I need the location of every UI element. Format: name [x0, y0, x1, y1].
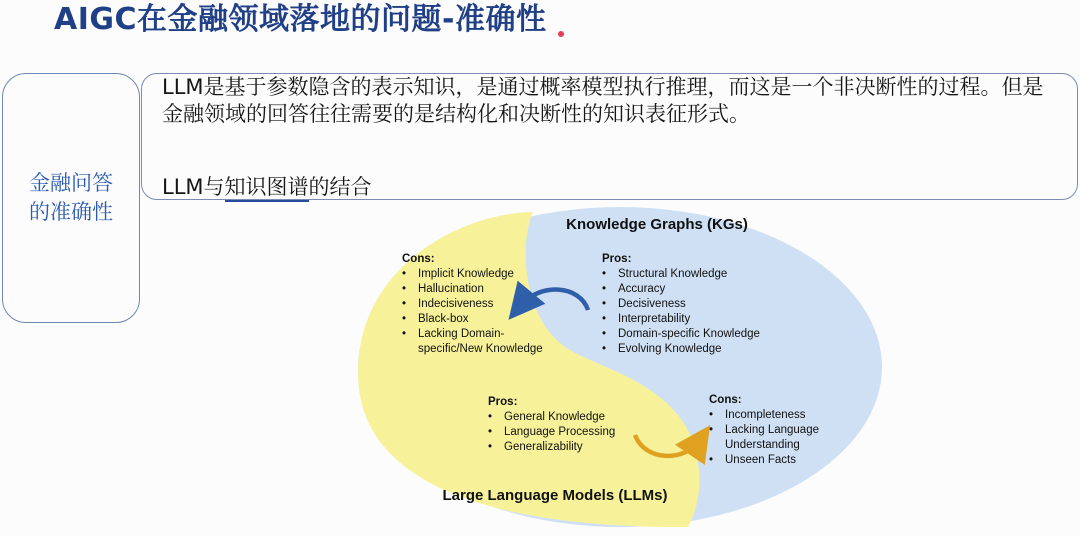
- bullet: •: [602, 298, 607, 310]
- underlined-term: 知识图谱: [225, 175, 309, 202]
- llm-title: Large Language Models (LLMs): [442, 487, 668, 504]
- list-item: General Knowledge: [504, 411, 606, 423]
- kg-title: Knowledge Graphs (KGs): [566, 216, 748, 233]
- content-paragraph: LLM是基于参数隐含的表示知识，是通过概率模型执行推理，而这是一个非决断性的过程。但是金融领域的回答往往需要的是结构化和决断性的知识表征形式。: [162, 75, 1044, 126]
- list-item: Accuracy: [618, 283, 666, 295]
- bullet: •: [488, 411, 493, 423]
- bullet: •: [402, 313, 407, 325]
- list-item: Generalizability: [504, 441, 583, 453]
- llm-cons-heading: Cons:: [402, 253, 435, 265]
- bullet: •: [602, 328, 607, 340]
- bullet: •: [488, 441, 493, 453]
- bullet: •: [402, 268, 407, 280]
- list-item: Incompleteness: [725, 409, 806, 421]
- bullet: •: [602, 343, 607, 355]
- bullet: •: [602, 268, 607, 280]
- list-item: Unseen Facts: [725, 454, 796, 466]
- bullet: •: [488, 426, 493, 438]
- bullet: •: [709, 424, 714, 436]
- list-item: Indecisiveness: [418, 298, 494, 310]
- bullet: •: [709, 409, 714, 421]
- list-item: Decisiveness: [618, 298, 686, 310]
- bullet: •: [709, 454, 714, 466]
- kg-pros-heading: Pros:: [602, 253, 632, 265]
- list-item: Evolving Knowledge: [618, 343, 722, 355]
- bullet: •: [602, 283, 607, 295]
- bullet: •: [402, 298, 407, 310]
- bullet: •: [402, 328, 407, 340]
- list-item: Language Processing: [504, 426, 616, 438]
- list-item: Lacking Domain-: [418, 328, 505, 340]
- list-item: specific/New Knowledge: [418, 343, 543, 355]
- side-label: 金融问答的准确性: [29, 171, 113, 224]
- line-suffix: 的结合: [308, 175, 372, 199]
- list-item: Domain-specific Knowledge: [618, 328, 760, 340]
- kg-cons-heading: Cons:: [709, 394, 742, 406]
- line-prefix: LLM与: [162, 175, 225, 199]
- list-item: Interpretability: [618, 313, 691, 325]
- list-item: Lacking Language: [725, 424, 819, 436]
- llm-pros-heading: Pros:: [488, 396, 518, 408]
- page-title: AIGC在金融领域落地的问题-准确性: [54, 2, 547, 37]
- list-item: Hallucination: [418, 283, 484, 295]
- list-item: Implicit Knowledge: [418, 268, 514, 280]
- bullet: •: [602, 313, 607, 325]
- list-item: Black-box: [418, 313, 469, 325]
- list-item: Understanding: [725, 439, 800, 451]
- bullet: •: [402, 283, 407, 295]
- list-item: Structural Knowledge: [618, 268, 728, 280]
